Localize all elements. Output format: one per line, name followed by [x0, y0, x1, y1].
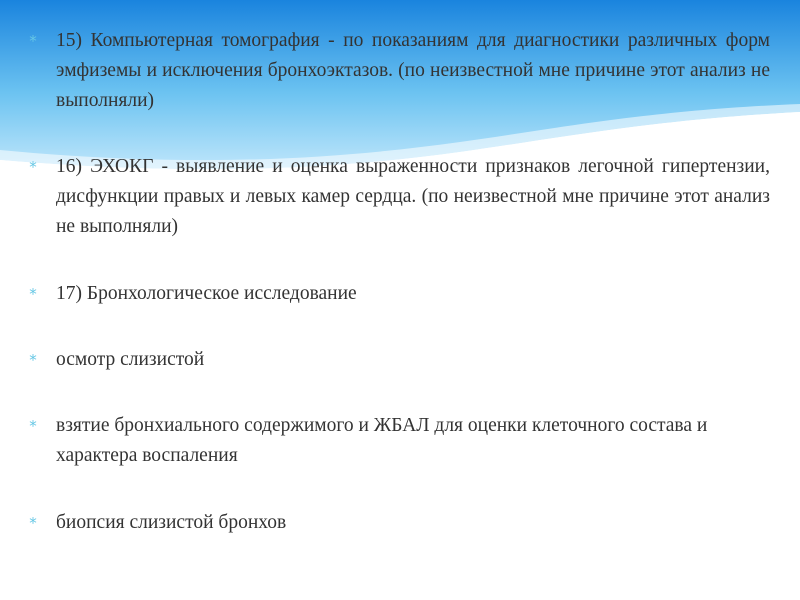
- asterisk-icon: *: [29, 351, 37, 369]
- list-item-text: биопсия слизистой бронхов: [56, 512, 287, 533]
- list-item: [26, 411, 770, 471]
- asterisk-icon: *: [29, 514, 37, 532]
- asterisk-icon: *: [29, 285, 37, 303]
- list-item-text: 15) Компьютерная томография - по показаниям для диагностики различных форм эмфиземы и исключения бронхоэктазов. (по неизвестной мне причине этот анализ не выполняли): [56, 30, 770, 111]
- asterisk-icon: *: [29, 32, 37, 50]
- list-item: [26, 26, 770, 116]
- list-item-text: осмотр слизистой: [56, 349, 205, 370]
- asterisk-icon: *: [29, 158, 37, 176]
- list-item-text: взятие бронхиального содержимого и ЖБАЛ для оценки клеточного состава и характера воспаления: [56, 415, 708, 466]
- list-item: [26, 345, 770, 375]
- list-item: [26, 508, 770, 538]
- list-item: [26, 279, 770, 309]
- list-item: [26, 152, 770, 242]
- list-item-text: 16) ЭХОКГ - выявление и оценка выраженности признаков легочной гипертензии, дисфункции правых и левых камер сердца. (по неизвестной мне причине этот анализ не выполняли): [56, 156, 770, 237]
- asterisk-icon: *: [29, 417, 37, 435]
- list-item-text: 17) Бронхологическое исследование: [56, 283, 357, 304]
- bullet-list: [26, 26, 770, 538]
